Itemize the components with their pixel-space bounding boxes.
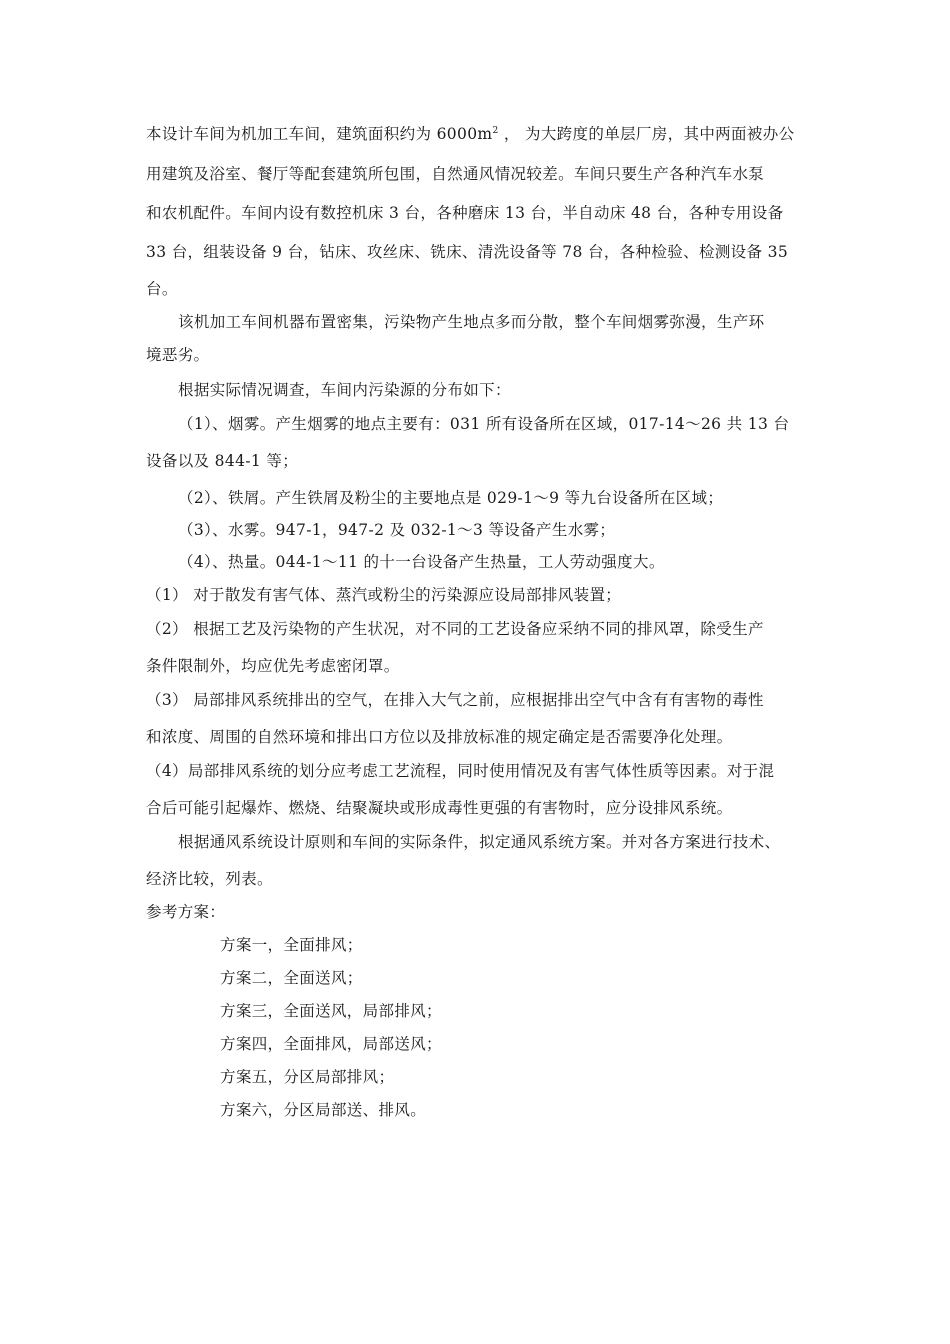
reference-schemes-title: 参考方案： — [146, 903, 226, 921]
intro-line-1-text-end: ， 为大跨度的单层厂房，其中两面被办公 — [498, 125, 795, 143]
scheme-item-4: 方案四，全面排风，局部送风； — [220, 1035, 442, 1053]
intro-line-3: 和农机配件。车间内设有数控机床 3 台，各种磨床 13 台，半自动床 48 台，各种专用设备 — [146, 204, 784, 222]
survey-intro-line: 根据实际情况调查，车间内污染源的分布如下： — [178, 381, 511, 399]
scheme-item-5: 方案五，分区局部排风； — [220, 1068, 395, 1086]
proposal-line-2: 经济比较，列表。 — [146, 870, 273, 888]
intro-line-4: 33 台，组装设备 9 台，钻床、攻丝床、铣床、清洗设备等 78 台，各种检验、检测设备 35 — [146, 243, 789, 261]
intro-line-1 — [146, 124, 794, 144]
principle-1: （1） 对于散发有害气体、蒸汽或粉尘的污染源应设局部排风装置； — [146, 586, 622, 604]
overview-line-2: 境恶劣。 — [146, 346, 210, 364]
principle-3-line-1: （3） 局部排风系统排出的空气，在排入大气之前，应根据排出空气中含有有害物的毒性 — [146, 691, 764, 709]
scheme-item-1: 方案一，全面排风； — [220, 936, 363, 954]
source-item-chips: （2）、铁屑。产生铁屑及粉尘的主要地点是 029-1～9 等九台设备所在区域； — [178, 489, 724, 507]
overview-line-1: 该机加工车间机器布置密集，污染物产生地点多而分散，整个车间烟雾弥漫，生产环 — [178, 313, 765, 331]
intro-line-2: 用建筑及浴室、餐厅等配套建筑所包围，自然通风情况较差。车间只要生产各种汽车水泵 — [146, 165, 765, 183]
principle-4-line-2: 合后可能引起爆炸、燃烧、结聚凝块或形成毒性更强的有害物时，应分设排风系统。 — [146, 799, 733, 817]
principle-2-line-1: （2） 根据工艺及污染物的产生状况，对不同的工艺设备应采纳不同的排风罩，除受生产 — [146, 620, 764, 638]
scheme-item-3: 方案三，全面送风，局部排风； — [220, 1002, 442, 1020]
scheme-item-6: 方案六，分区局部送、排风。 — [220, 1101, 427, 1119]
principle-3-line-2: 和浓度、周围的自然环境和排出口方位以及排放标准的规定确定是否需要净化处理。 — [146, 728, 733, 746]
source-item-smoke: （1）、烟雾。产生烟雾的地点主要有：031 所有设备所在区域，017-14～26 共 13 台 — [178, 415, 790, 433]
source-item-water-mist: （3）、水雾。947-1，947-2 及 032-1～3 等设备产生水雾； — [178, 521, 616, 539]
source-item-heat: （4）、热量。044-1～11 的十一台设备产生热量，工人劳动强度大。 — [178, 553, 665, 571]
source-item-smoke-cont: 设备以及 844-1 等； — [146, 452, 299, 470]
intro-line-5: 台。 — [146, 280, 178, 298]
intro-line-1-text: 本设计车间为机加工车间，建筑面积约为 6000m — [146, 125, 493, 143]
principle-4-line-1: （4）局部排风系统的划分应考虑工艺流程，同时使用情况及有害气体性质等因素。对于混 — [146, 762, 775, 780]
proposal-line-1: 根据通风系统设计原则和车间的实际条件，拟定通风系统方案。并对各方案进行技术、 — [178, 833, 781, 851]
scheme-item-2: 方案二，全面送风； — [220, 969, 363, 987]
principle-2-line-2: 条件限制外，均应优先考虑密闭罩。 — [146, 657, 400, 675]
area-unit-superscript: 2 — [492, 125, 499, 136]
